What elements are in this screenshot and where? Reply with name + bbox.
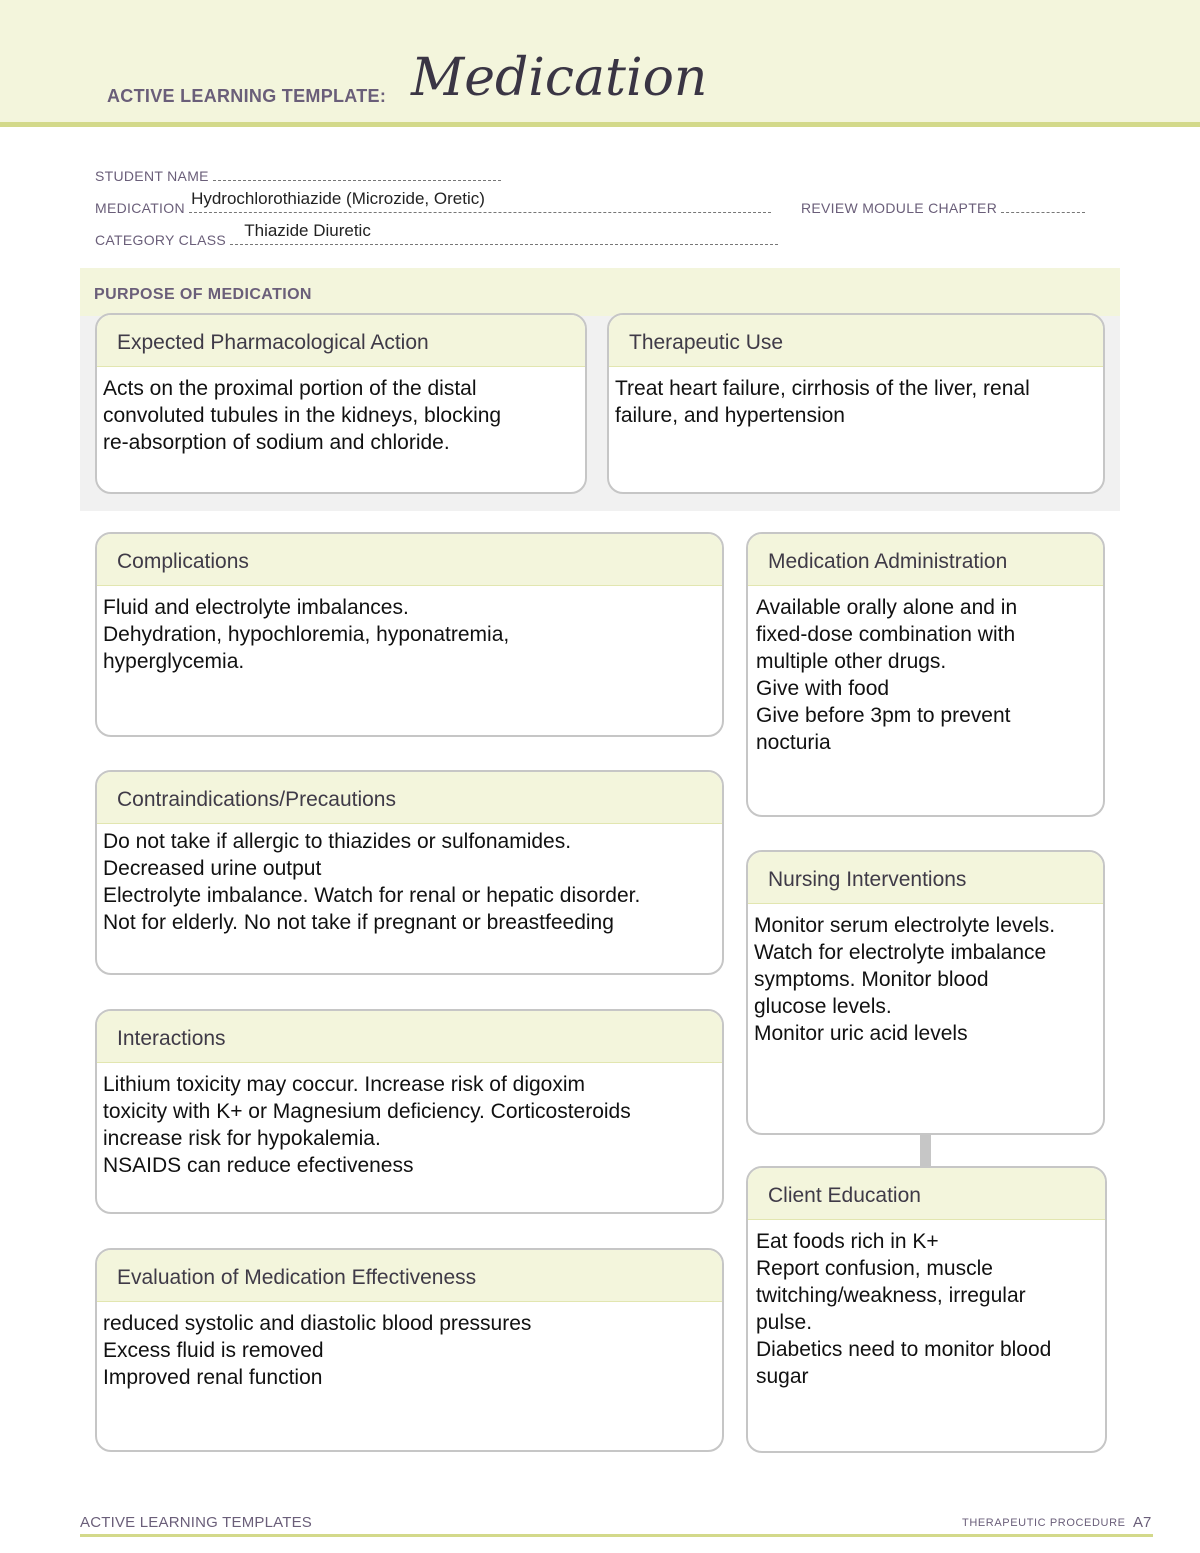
expected-action-line: convoluted tubules in the kidneys, blocking (103, 404, 502, 427)
category-class-input[interactable] (230, 221, 778, 245)
medication-label: MEDICATION (95, 200, 185, 216)
contraindications-line: Not for elderly. No not take if pregnant or breastfeeding (103, 911, 614, 934)
therapeutic-use-body[interactable] (609, 367, 1103, 429)
client-education-line: Diabetics need to monitor blood (756, 1338, 1052, 1361)
header-rule (0, 122, 1200, 127)
medication-administration-line: fixed-dose combination with (756, 623, 1016, 646)
category-class-field (95, 221, 778, 248)
footer-page-number: A7 (1133, 1514, 1152, 1531)
nursing-interventions-line: symptoms. Monitor blood (754, 968, 989, 991)
review-module-input[interactable] (1001, 198, 1085, 213)
client-education-line: sugar (756, 1365, 809, 1388)
contraindications-title: Contraindications/Precautions (97, 772, 722, 824)
category-class-value: Thiazide Diuretic (244, 221, 371, 240)
medication-administration-line: Give with food (756, 677, 890, 700)
category-class-label: CATEGORY CLASS (95, 232, 227, 248)
client-education-body[interactable] (748, 1220, 1105, 1390)
nursing-interventions-body[interactable] (748, 904, 1103, 1047)
interactions-card (95, 1009, 724, 1214)
contraindications-body[interactable] (97, 824, 722, 936)
medication-input[interactable] (189, 189, 771, 213)
therapeutic-use-line: Treat heart failure, cirrhosis of the liver, renal (615, 377, 1030, 400)
interactions-line: NSAIDS can reduce efectiveness (103, 1154, 414, 1177)
footer-left-label: ACTIVE LEARNING TEMPLATES (80, 1514, 312, 1531)
client-education-card (746, 1166, 1107, 1453)
client-education-title: Client Education (748, 1168, 1105, 1220)
evaluation-line: Improved renal function (103, 1366, 323, 1389)
therapeutic-use-title: Therapeutic Use (609, 315, 1103, 367)
interactions-title: Interactions (97, 1011, 722, 1063)
complications-title: Complications (97, 534, 722, 586)
medication-administration-line: Available orally alone and in (756, 596, 1018, 619)
therapeutic-use-line: failure, and hypertension (615, 404, 845, 427)
nursing-interventions-title: Nursing Interventions (748, 852, 1103, 904)
expected-action-line: Acts on the proximal portion of the distal (103, 377, 477, 400)
expected-action-body[interactable] (97, 367, 585, 456)
expected-action-title: Expected Pharmacological Action (97, 315, 585, 367)
nursing-interventions-line: Watch for electrolyte imbalance (754, 941, 1047, 964)
contraindications-line: Decreased urine output (103, 857, 322, 880)
template-label: ACTIVE LEARNING TEMPLATE: (107, 86, 387, 106)
review-module-label: REVIEW MODULE CHAPTER (801, 200, 998, 216)
expected-action-line: re-absorption of sodium and chloride. (103, 431, 450, 454)
nursing-interventions-card (746, 850, 1105, 1135)
contraindications-line: Do not take if allergic to thiazides or sulfonamides. (103, 830, 572, 853)
contraindications-card (95, 770, 724, 975)
purpose-label: PURPOSE OF MEDICATION (94, 286, 312, 303)
evaluation-title: Evaluation of Medication Effectiveness (97, 1250, 722, 1302)
complications-line: Fluid and electrolyte imbalances. (103, 596, 409, 619)
medication-administration-body[interactable] (748, 586, 1103, 756)
expected-action-card (95, 313, 587, 494)
complications-line: hyperglycemia. (103, 650, 245, 673)
client-education-line: Eat foods rich in K+ (756, 1230, 939, 1253)
complications-card (95, 532, 724, 737)
medication-administration-line: multiple other drugs. (756, 650, 947, 673)
complications-body[interactable] (97, 586, 722, 675)
medication-administration-line: Give before 3pm to prevent (756, 704, 1011, 727)
contraindications-line: Electrolyte imbalance. Watch for renal or hepatic disorder. (103, 884, 641, 907)
medication-administration-title: Medication Administration (748, 534, 1103, 586)
page-title: Medication (411, 48, 708, 108)
interactions-line: increase risk for hypokalemia. (103, 1127, 381, 1150)
client-education-line: twitching/weakness, irregular (756, 1284, 1026, 1307)
evaluation-body[interactable] (97, 1302, 722, 1391)
footer-rule (80, 1534, 1153, 1537)
interactions-line: Lithium toxicity may coccur. Increase risk of digoxim (103, 1073, 585, 1096)
evaluation-line: reduced systolic and diastolic blood pressures (103, 1312, 532, 1335)
evaluation-line: Excess fluid is removed (103, 1339, 324, 1362)
nursing-interventions-line: Monitor serum electrolyte levels. (754, 914, 1056, 937)
medication-administration-line: nocturia (756, 731, 831, 754)
nursing-interventions-line: glucose levels. (754, 995, 892, 1018)
therapeutic-use-card (607, 313, 1105, 494)
card-connector (920, 1134, 931, 1166)
complications-line: Dehydration, hypochloremia, hyponatremia, (103, 623, 510, 646)
medication-value: Hydrochlorothiazide (Microzide, Oretic) (191, 189, 485, 208)
interactions-body[interactable] (97, 1063, 722, 1179)
student-name-input[interactable] (213, 166, 501, 181)
medication-administration-card (746, 532, 1105, 817)
review-module-field (801, 198, 1085, 216)
student-name-label: STUDENT NAME (95, 168, 209, 184)
evaluation-card (95, 1248, 724, 1452)
interactions-line: toxicity with K+ or Magnesium deficiency. Corticosteroids (103, 1100, 631, 1123)
nursing-interventions-line: Monitor uric acid levels (754, 1022, 968, 1045)
medication-field (95, 189, 771, 216)
student-name-field (95, 166, 501, 184)
footer-procedure-label: THERAPEUTIC PROCEDURE (962, 1517, 1126, 1529)
client-education-line: pulse. (756, 1311, 813, 1334)
client-education-line: Report confusion, muscle (756, 1257, 993, 1280)
